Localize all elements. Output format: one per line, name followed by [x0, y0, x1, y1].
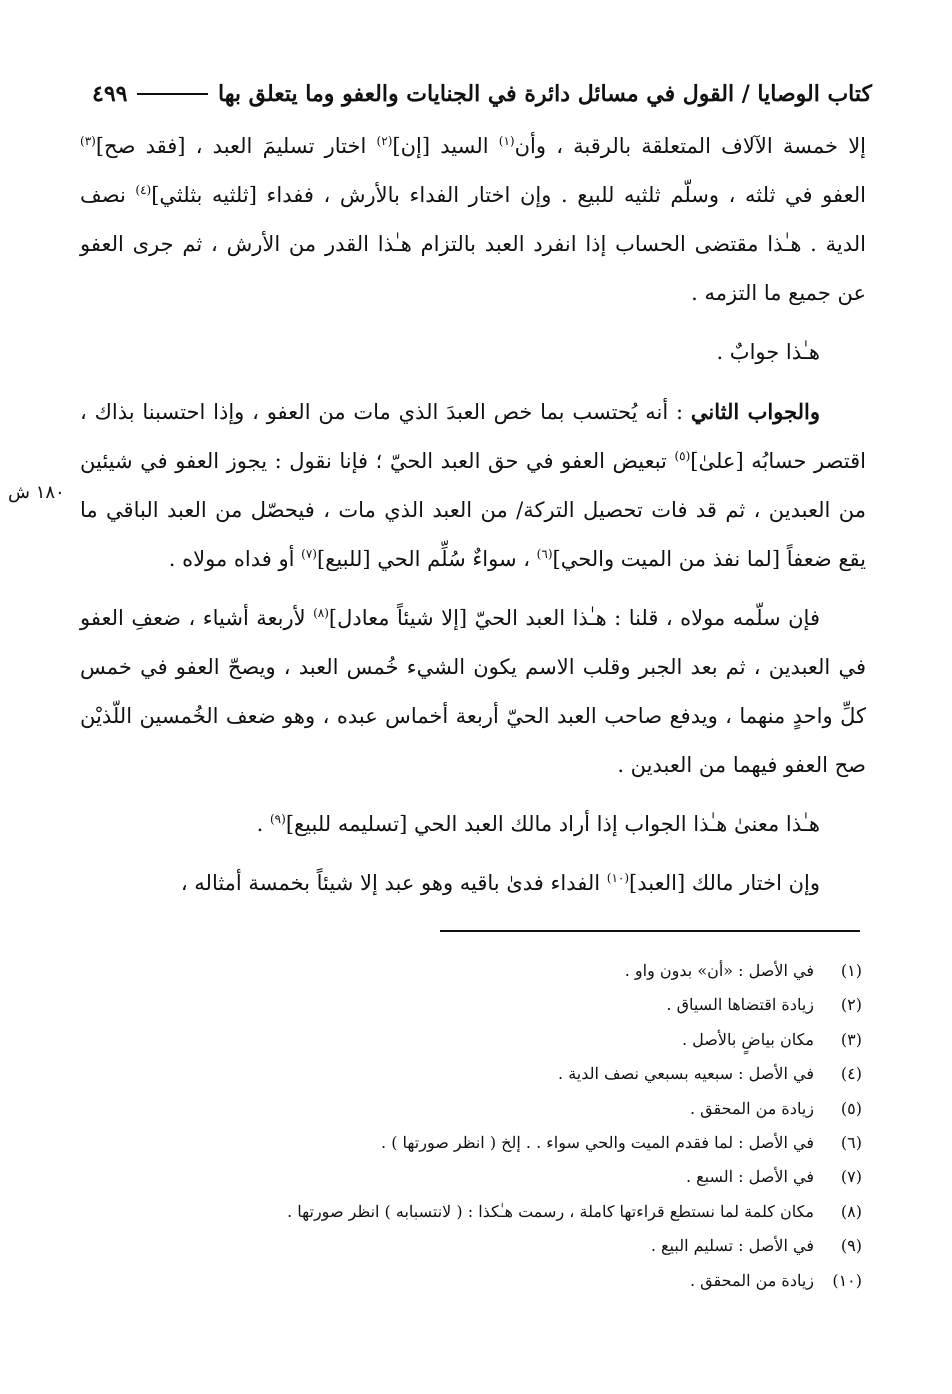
footnote-text: في الأصل : تسليم البيع .	[650, 1236, 814, 1256]
text-run: نصف الدية . هـٰذا مقتضى الحساب إذا انفرد العبد بالتزام هـٰذا القدر من الأرش ، ثم جرى العفو عن جميع ما التزمه .	[80, 183, 866, 305]
footnote-text: زيادة من المحقق .	[690, 1270, 814, 1290]
footnote-ref: (٤)	[135, 183, 152, 197]
footnote	[92, 1126, 862, 1160]
text-run: العفو في ثلثه ، وسلّم ثلثيه للبيع . وإن اختار الفداء بالأرش ، ففداء [ثلثيه بثلثي]	[151, 183, 866, 207]
text-run: فإن سلّمه مولاه ، قلنا : هـٰذا العبد الحيّ [إلا شيئاً معادل]	[328, 606, 820, 630]
footnote-number: (١)	[840, 961, 862, 980]
footnote-number: (٧)	[840, 1167, 862, 1187]
footnote-ref: (٩)	[269, 812, 286, 826]
page-header	[92, 72, 872, 116]
footnote-text: في الأصل : لما فقدم الميت والحي سواء . . إلخ ( انظر صورتها ) .	[381, 1133, 814, 1153]
footnote-ref: (٦)	[536, 547, 553, 561]
footnote	[92, 1229, 862, 1263]
text-run: هـٰذا جوابٌ .	[716, 340, 820, 364]
footnote	[92, 954, 862, 988]
footnote-ref: (٨)	[313, 606, 329, 620]
text-run: السيد [إن]	[392, 134, 499, 158]
footnote-text: مكان كلمة لما نستطع قراءتها كاملة ، رسمت هـٰكذا : ( لانتسبابه ) انظر صورتها .	[287, 1201, 814, 1221]
text-run: ، سواءٌ سُلِّم الحي [للبيع]	[316, 547, 537, 571]
text-run: أو فداه مولاه .	[168, 547, 302, 571]
paragraph	[80, 594, 866, 790]
footnote-number: (٨)	[840, 1201, 862, 1221]
footnote	[92, 1057, 862, 1091]
header-rule	[137, 93, 208, 95]
footnote-ref: (١)	[498, 134, 515, 148]
paragraph	[80, 328, 866, 377]
footnote	[92, 1264, 862, 1298]
text-run: الفداء فدىٰ باقيه وهو عبد إلا شيئاً بخمسة أمثاله ،	[180, 871, 607, 895]
paragraph	[80, 122, 866, 318]
footnote	[92, 1023, 862, 1057]
footnote	[92, 1160, 862, 1194]
footnote-ref: (٣)	[80, 134, 96, 148]
text-run: .	[256, 812, 270, 836]
footnote-text: في الأصل : السبع .	[685, 1167, 814, 1187]
footnote-number: (٦)	[840, 1133, 862, 1153]
footnote-separator	[440, 930, 860, 932]
margin-manuscript-folio: ١٨٠ ش	[8, 482, 65, 503]
text-run: تبعيض العفو في حق العبد الحيّ ؛ فإنا نقول : يجوز العفو في شيئين من العبدين ، ثم قد فات تحصيل التركة/ من العبد الذي مات ، فيحصّل من العبد الباقي ما يقع ضعفاً [لما نفذ من الميت والحي]	[80, 449, 866, 571]
footnote-number: (٩)	[840, 1236, 862, 1256]
footnote-text: زيادة اقتضاها السياق .	[666, 995, 814, 1015]
paragraph-lead: والجواب الثاني	[690, 399, 820, 424]
text-run: لأربعة أشياء ، ضعفِ العفو في العبدين ، ثم بعد الجبر وقلب الاسم يكون الشيء خُمس العبد ، ويصحّ العفو في خمس كلِّ واحدٍ منهما ، ويدفع صاحب العبد الحيّ أربعة أخماس عبده ، وهو ضعف الخُمسين اللّذيْن صح العفو فيهما من العبدين .	[80, 606, 866, 777]
footnote-text: مكان بياضٍ بالأصل .	[681, 1029, 814, 1049]
text-run: : أنه يُحتسب بما خص العبدَ الذي مات من العفو ، وإذا احتسبنا بذاك ، اقتصر حسابُه [علىٰ]	[80, 400, 866, 473]
footnote-text: في الأصل : سبعيه بسبعي نصف الدية .	[558, 1064, 814, 1084]
text-run: وإن اختار مالك [العبد]	[629, 871, 820, 895]
footnote-number: (٥)	[840, 1098, 862, 1118]
footnote-ref: (١٠)	[606, 871, 630, 885]
footnote-ref: (٢)	[376, 134, 393, 148]
footnote	[92, 1195, 862, 1229]
footnotes-list	[92, 954, 862, 1298]
footnote-number: (١٠)	[832, 1270, 862, 1290]
footnote-text: في الأصل : «أن» بدون واو .	[624, 961, 814, 980]
footnote	[92, 988, 862, 1022]
text-run: إلا خمسة الآلاف المتعلقة بالرقبة ، وأن	[514, 134, 867, 158]
main-text	[80, 122, 866, 908]
page-number: ٤٩٩	[92, 81, 128, 107]
footnote-number: (٤)	[840, 1064, 862, 1084]
text-run: هـٰذا معنىٰ هـٰذا الجواب إذا أراد مالك العبد الحي [تسليمه للبيع]	[285, 812, 820, 836]
footnote-ref: (٧)	[301, 547, 317, 561]
footnote-ref: (٥)	[674, 449, 691, 463]
footnote	[92, 1092, 862, 1126]
footnote-text: زيادة من المحقق .	[690, 1098, 814, 1118]
paragraph	[80, 859, 866, 908]
paragraph	[80, 387, 866, 584]
running-title: كتاب الوصايا / القول في مسائل دائرة في الجنايات والعفو وما يتعلق بها	[218, 81, 872, 107]
footnote-number: (٢)	[840, 995, 862, 1015]
text-run: اختار تسليمَ العبد ، [فقد صح]	[95, 134, 377, 158]
footnote-number: (٣)	[840, 1029, 862, 1049]
paragraph	[80, 800, 866, 849]
